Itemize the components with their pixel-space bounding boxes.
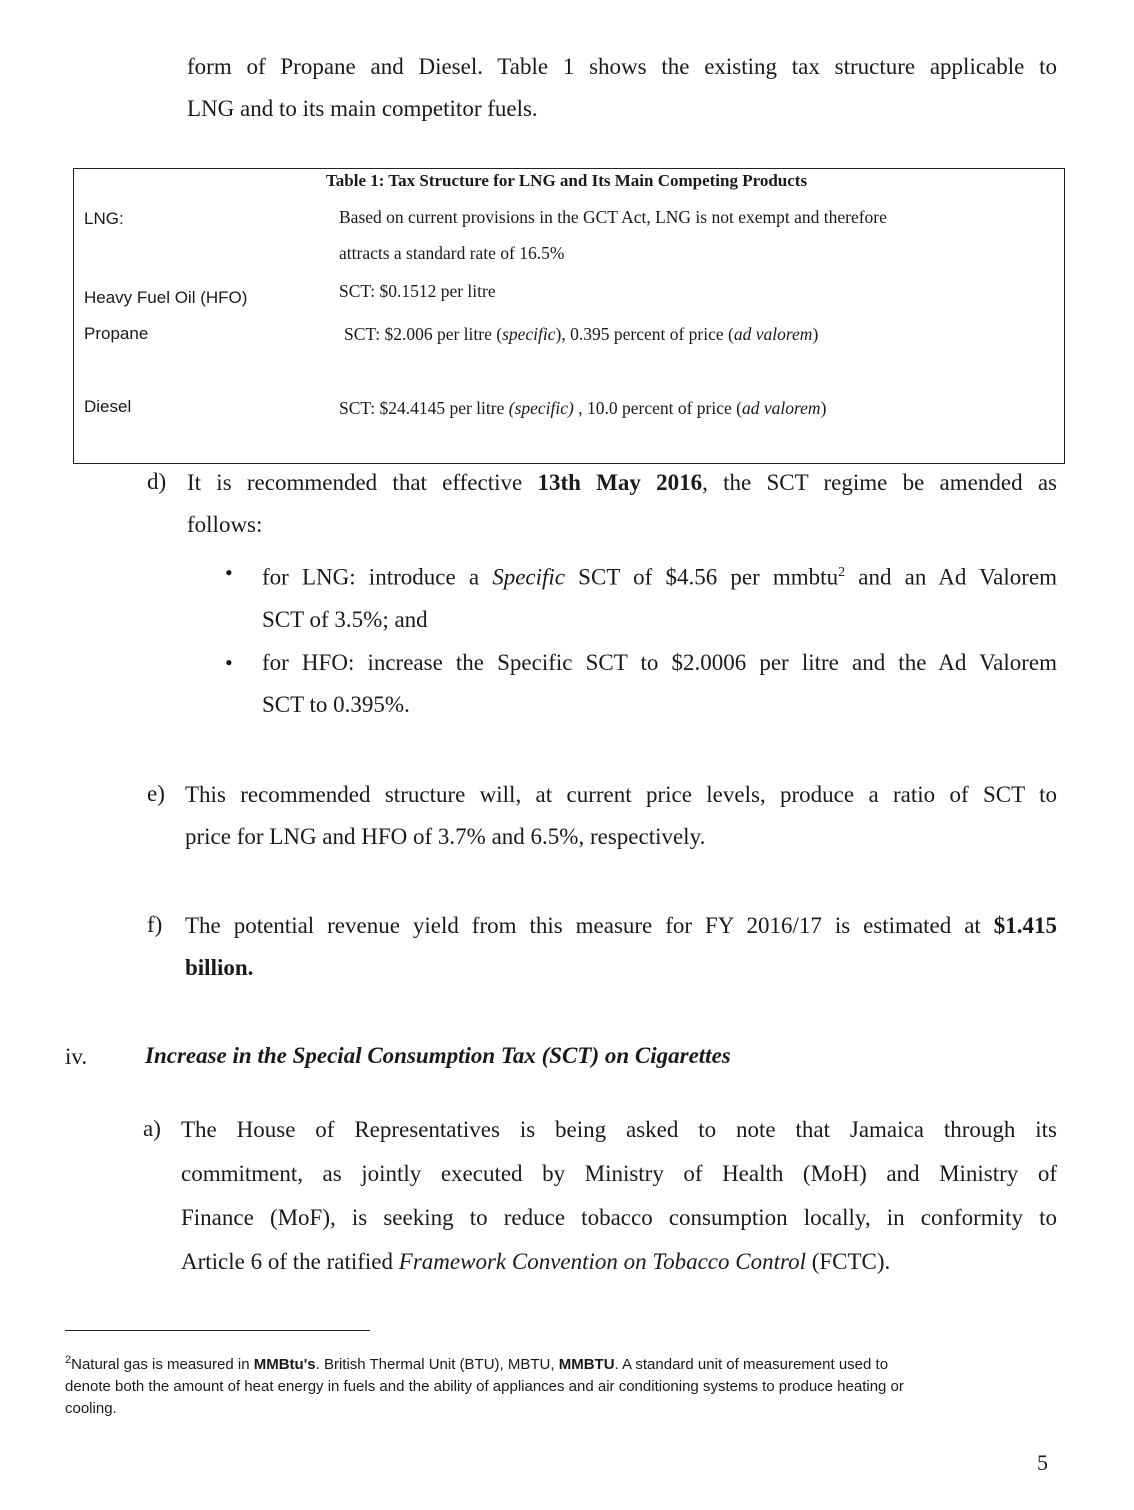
table-row-value-hfo: SCT: $0.1512 per litre <box>339 281 496 301</box>
item-d-text <box>187 462 1057 546</box>
item-d-marker: d) <box>147 469 167 494</box>
bullet-hfo-line-2: SCT to 0.395%. <box>262 692 410 717</box>
bullet-hfo-line-1: for HFO: increase the Specific SCT to $2.0006 per litre and the Ad Valorem <box>262 650 1057 675</box>
item-e-line-2: price for LNG and HFO of 3.7% and 6.5%, respectively. <box>185 824 706 849</box>
table-row-label-propane: Propane <box>84 324 149 343</box>
item-a-line-4: Article 6 of the ratified Framework Convention on Tobacco Control (FCTC). <box>181 1249 891 1274</box>
intro-line-1: form of Propane and Diesel. Table 1 shows the existing tax structure applicable to <box>187 54 1057 79</box>
item-a-marker: a) <box>143 1116 161 1141</box>
page-number: 5 <box>1037 1450 1048 1475</box>
bullet-icon: • <box>225 650 233 675</box>
item-a-line-1: The House of Representatives is being asked to note that Jamaica through its <box>181 1117 1057 1142</box>
intro-line-2: LNG and to its main competitor fuels. <box>187 96 538 121</box>
footnote-line-3: cooling. <box>65 1400 117 1417</box>
item-e-text <box>185 774 1057 858</box>
item-f-text <box>185 905 1057 989</box>
table-row-value-propane: SCT: $2.006 per litre (specific), 0.395 percent of price (ad valorem) <box>344 324 819 344</box>
bullet-lng-line-1: for LNG: introduce a Specific SCT of $4.56 per mmbtu$^2$ and an Ad Valorem <box>262 564 1058 590</box>
table-row-label-hfo: Heavy Fuel Oil (HFO) <box>84 288 248 307</box>
item-a-text <box>181 1108 1057 1284</box>
table-row-value-diesel: SCT: $24.4145 per litre (specific) , 10.0 percent of price (ad valorem) <box>339 398 827 418</box>
table-title: Table 1: Tax Structure for LNG and Its Main Competing Products <box>326 171 808 190</box>
item-e-marker: e) <box>147 781 165 806</box>
item-d-line-2: follows: <box>187 512 263 537</box>
item-a-line-2: commitment, as jointly executed by Ministry of Health (MoH) and Ministry of <box>181 1161 1057 1186</box>
table-row-value-lng-cont: attracts a standard rate of 16.5% <box>339 243 565 263</box>
bullet-icon: • <box>225 560 233 585</box>
bullet-lng <box>262 552 1057 641</box>
item-f-line-2: billion. <box>185 955 254 980</box>
item-d-line-1: It is recommended that effective 13th May 2016, the SCT regime be amended as <box>187 470 1057 495</box>
footnote <box>65 1349 1065 1420</box>
bullet-lng-line-2: SCT of 3.5%; and <box>262 606 428 632</box>
bullet-hfo <box>262 642 1057 726</box>
footnote-line-2: denote both the amount of heat energy in fuels and the ability of appliances and air conditioning systems to produce heating or <box>65 1378 904 1395</box>
item-a-line-3: Finance (MoF), is seeking to reduce tobacco consumption locally, in conformity to <box>181 1205 1057 1230</box>
intro-paragraph <box>187 46 1057 130</box>
item-f-line-1: The potential revenue yield from this measure for FY 2016/17 is estimated at $1.415 <box>185 913 1057 938</box>
table-row-value-lng: Based on current provisions in the GCT Act, LNG is not exempt and therefore <box>339 207 887 227</box>
footnote-line-1: $^2$Natural gas is measured in MMBtu's. British Thermal Unit (BTU), MBTU, MMBTU. A standard unit of measurement used to <box>65 1354 889 1373</box>
tax-structure-table <box>73 168 1065 464</box>
footnote-divider <box>65 1330 370 1331</box>
table-row-label-lng: LNG: <box>84 209 124 228</box>
table-row-label-diesel: Diesel <box>84 397 132 416</box>
section-heading: Increase in the Special Consumption Tax (SCT) on Cigarettes <box>145 1043 731 1068</box>
section-numeral: iv. <box>65 1044 88 1069</box>
item-e-line-1: This recommended structure will, at current price levels, produce a ratio of SCT to <box>185 782 1057 807</box>
item-f-marker: f) <box>147 912 163 937</box>
